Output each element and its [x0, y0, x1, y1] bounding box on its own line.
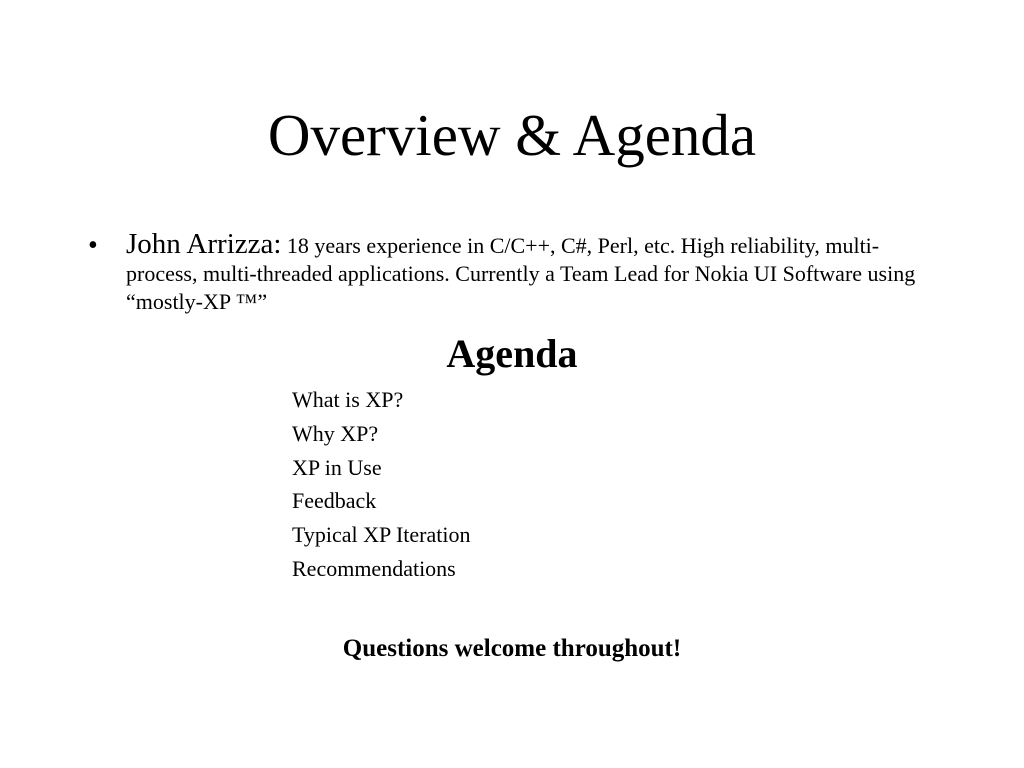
slide-title: Overview & Agenda — [267, 102, 757, 168]
bullet-marker: • — [88, 230, 98, 261]
agenda-heading: Agenda — [446, 331, 578, 376]
agenda-item-why-xp: Why XP? — [292, 420, 379, 446]
presenter-bio — [126, 230, 926, 316]
agenda-item-xp-in-use: XP in Use — [292, 454, 382, 480]
presenter-description: 18 years experience in C/C++, C#, Perl, etc. High reliability, multi-process, multi-threaded applications. Currently a Team Lead for Nokia UI Software using “mostly-XP ™” — [126, 233, 916, 314]
agenda-item-typical-xp-iteration: Typical XP Iteration — [292, 522, 471, 548]
presenter-name: John Arrizza: — [126, 228, 282, 260]
agenda-item-recommendations: Recommendations — [292, 555, 456, 581]
agenda-item-feedback: Feedback — [292, 488, 377, 514]
agenda-list — [292, 383, 470, 586]
agenda-item-what-is-xp: What is XP? — [292, 387, 404, 412]
questions-note: Questions welcome throughout! — [342, 635, 682, 662]
